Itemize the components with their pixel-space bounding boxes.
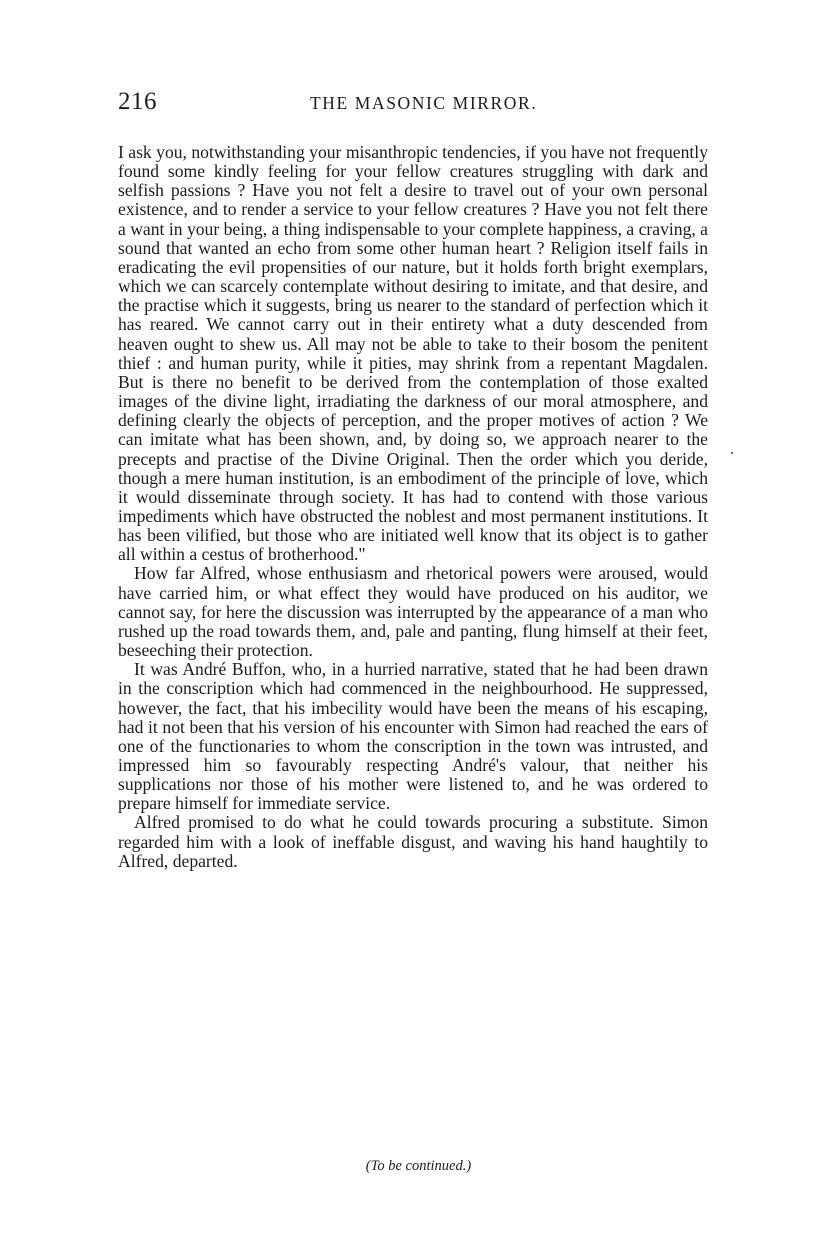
paragraph-interruption: How far Alfred, whose enthusiasm and rhetorical powers were aroused, would have carried him, or what effect they would have produced on his auditor, we cannot say, for here the discussion was interrupted by the appearance of a man who rushed up the road towards them, and, pale and panting, flung himself at their feet, beseeching their protection. [118,563,708,661]
running-title: THE MASONIC MIRROR. [310,93,538,113]
paragraph-dialogue-conclusion: I ask you, notwithstanding your misanthropic tendencies, if you have not frequently found some kindly feeling for your fellow creatures struggling with dark and selfish passions ? Have you not felt a desire to travel out of your own personal existence, and to render a service to your fellow creatures ? Have you not felt there a want in your being, a thing indispensable to your complete happiness, a craving, a sound that wanted an echo from some other human heart ? Religion itself fails in eradicating the evil propensities of our nature, but it holds forth bright exemplars, which we can scarcely contemplate without desiring to imitate, and that desire, and the practise which it suggests, bring us nearer to the standard of perfection which it has reared. We cannot carry out in their entirety what a duty descended from heaven ought to shew us. All may not be able to take to their bosom the penitent thief : and human purity, while it pities, may shrink from a repentant Magdalen. But is there no benefit to be derived from the contemplation of those exalted images of the divine light, irradiating the darkness of our moral atmosphere, and defining clearly the objects of perception, and the proper motives of action ? We can imitate what has been shown, and, by doing so, we approach nearer to the precepts and practise of the Divine Original. Then the order which you deride, though a mere human institution, is an embodiment of the principle of love, which it would disseminate through society. It has had to contend with those various impediments which have obstructed the noblest and most permanent institutions. It has been vilified, but those who are initiated well know that its object is to gather all within a cestus of brotherhood." [118,142,708,565]
article-body [118,143,708,871]
paragraph-andre-buffon: It was André Buffon, who, in a hurried narrative, stated that he had been drawn in the conscription which had commenced in the neighbourhood. He suppressed, however, the fact, that his imbecility would have been the means of his escaping, had it not been that his version of his encounter with Simon had reached the ears of one of the functionaries to whom the conscription in the town was intrusted, and impressed him so favourably respecting André's valour, that neither his supplications nor those of his mother were listened to, and he was ordered to prepare himself for immediate service. [118,659,708,814]
to-be-continued-note: (To be continued.) [365,1158,472,1174]
page-header [118,88,718,122]
page-number: 216 [118,88,157,115]
print-speck [731,452,733,454]
paragraph-alfred-promise: Alfred promised to do what he could towards procuring a substitute. Simon regarded him with a look of ineffable disgust, and waving his hand haughtily to Alfred, departed. [118,812,708,871]
